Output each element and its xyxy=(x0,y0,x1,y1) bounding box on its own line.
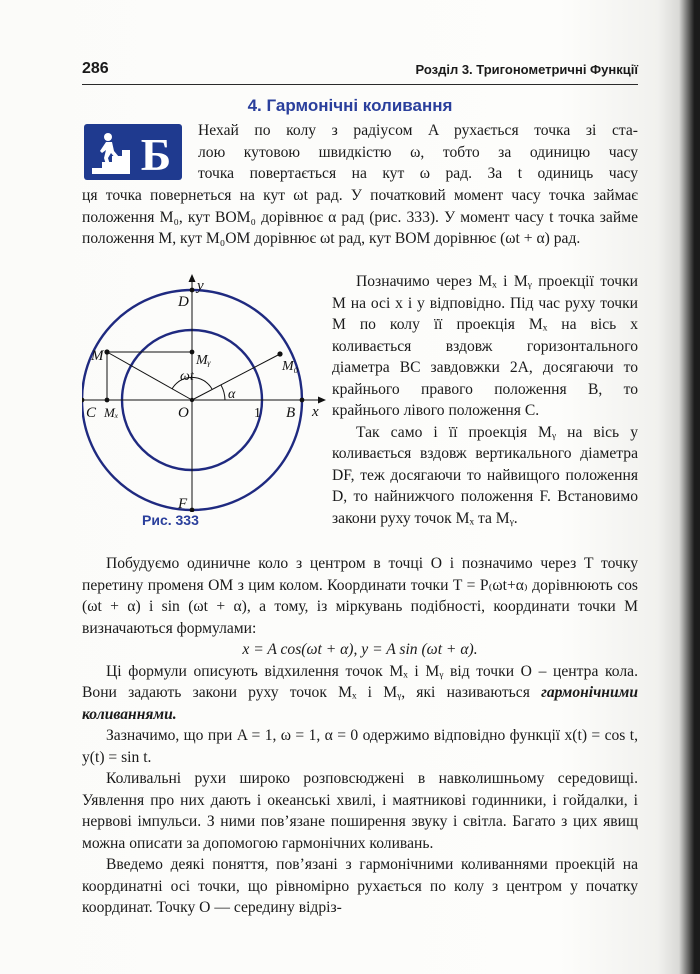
page-number: 286 xyxy=(82,60,109,77)
side-paragraph-1: Позначимо через Mₓ і Mᵧ проекції точки M на осі x і y відповідно. Під час руху точки M по колу її проекція Mₓ на вісь x коливається вздовж горизонтального діаметра BC завдовжки 2A, досягаючи то крайнього правого положення B, то крайнього лівого положення C. xyxy=(332,273,638,419)
point-m0 xyxy=(277,351,282,356)
main-text xyxy=(82,553,638,919)
formula-paragraph-text: Ці формули описують відхилення точок Mₓ і Mᵧ від точки O – центра кола. Вони задають закони руху точок Mₓ і Mᵧ, які називаються xyxy=(82,662,638,701)
running-title: Розділ 3. Тригонометричні Функції xyxy=(415,62,638,77)
intro-line-3: точка повертається на кут ω рад. За t одиниць часу xyxy=(198,165,638,182)
figure-333 xyxy=(82,272,328,512)
label-alpha: α xyxy=(228,387,236,402)
y-axis-arrow xyxy=(189,274,196,282)
label-m: M xyxy=(91,348,104,364)
body-paragraph-1: Побудуємо одиничне коло з центром в точці O і позначимо через T точку перетину променя OM з цим колом. Координати точки T = P₍ωt+α₎ дорівнюють cos (ωt + α) і sin (ωt + α), а тому, із міркувань подібності, координати точки M визначаються формулами: xyxy=(82,555,638,637)
intro-paragraph xyxy=(82,185,638,250)
intro-lines xyxy=(198,120,638,185)
body-paragraph-2: Зазначимо, що при A = 1, ω = 1, α = 0 одержимо відповідно функції x(t) = cos t, y(t) = sin t. xyxy=(82,727,638,766)
motion-formula: x = A cos(ωt + α), y = A sin (ωt + α). xyxy=(242,641,478,658)
label-omega-t: ωt xyxy=(180,369,194,384)
label-my: Mᵧ xyxy=(196,353,211,368)
body-paragraph-3: Коливальні рухи широко розповсюджені в навколишньому середовищі. Уявлення про них дають і океанські хвилі, і маятникові годинники, і гойдалки, і нервові імпульси. З ними пов’язане поширення звуку і світла. Багато з цих явищ можна описати за допомогою гармонічних коливань. xyxy=(82,770,638,852)
label-o: O xyxy=(178,405,189,421)
label-m0: M₀ xyxy=(282,359,299,374)
side-paragraph-2: Так само і її проекція Mᵧ на вісь y коливається вздовж вертикального діаметра DF, теж досягаючи то найвищого положення D, то найнижчого положення F. Встановимо закони руху точок Mₓ та Mᵧ. xyxy=(332,423,638,527)
x-axis-arrow xyxy=(318,397,326,404)
label-f: F xyxy=(178,496,188,512)
label-y: y xyxy=(197,278,204,294)
intro-line-1: Нехай по колу з радіусом A рухається точка зі ста- xyxy=(198,122,638,139)
point-m xyxy=(104,349,109,354)
label-d: D xyxy=(178,294,189,310)
level-badge xyxy=(84,124,182,180)
page-header xyxy=(82,60,638,85)
body-paragraph-4: Введемо деякі поняття, пов’язані з гармонічними коливаннями проекцій на координатні осі точки, що рівномірно рухається по колу з центром у початку координат. Точку O — середину відріз- xyxy=(82,856,638,916)
formula-paragraph xyxy=(82,661,638,726)
label-b: B xyxy=(286,405,296,421)
angle-arc-alpha xyxy=(221,385,225,400)
badge-letter: Б xyxy=(140,129,172,180)
harmonic-term: гармонічними коливаннями. xyxy=(82,684,638,723)
label-x: x xyxy=(312,404,319,420)
intro-paragraph-text: ця точка повернеться на кут ωt рад. У початковий момент часу точка займає положення M₀, кут BOM₀ дорівнює α рад (рис. 333). У момент часу t точка займе положення M, кут M₀OM дорівнює ωt рад, кут BOM дорівнює (ωt + α) рад. xyxy=(82,187,638,247)
label-one: 1 xyxy=(254,406,261,421)
point-c xyxy=(82,398,84,403)
point-mx xyxy=(105,398,110,403)
stair-climber-icon xyxy=(84,124,182,180)
section-title: 4. Гармонічні коливання xyxy=(247,96,453,115)
label-mx: Mₓ xyxy=(104,405,119,420)
point-my xyxy=(190,350,195,355)
figure-caption: Рис. 333 xyxy=(142,512,199,528)
label-c: C xyxy=(86,405,97,421)
intro-line-2: лою кутовою швидкістю ω, тобто за одиницю часу xyxy=(198,143,638,161)
point-o xyxy=(190,398,194,402)
side-text xyxy=(332,271,638,529)
point-b xyxy=(300,398,305,403)
point-d xyxy=(190,288,195,293)
